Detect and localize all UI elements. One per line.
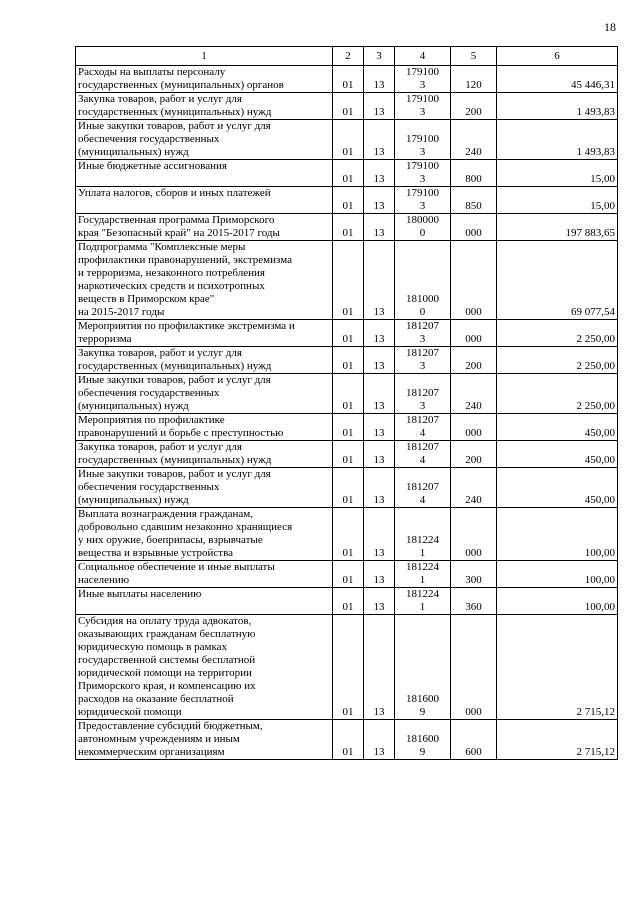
table-row: [76, 414, 618, 441]
row-amount: 2 715,12: [497, 720, 618, 760]
row-name: Иные закупки товаров, работ и услуг для обеспечения государственных (муниципальных) нужд: [76, 120, 333, 160]
row-section: 01: [333, 241, 364, 320]
row-name: Закупка товаров, работ и услуг для государственных (муниципальных) нужд: [76, 441, 333, 468]
row-expense-type: 200: [451, 441, 497, 468]
row-subsection: 13: [364, 241, 395, 320]
row-name: Закупка товаров, работ и услуг для государственных (муниципальных) нужд: [76, 347, 333, 374]
row-expense-type: 300: [451, 561, 497, 588]
row-amount: 2 250,00: [497, 347, 618, 374]
row-expense-type: 800: [451, 160, 497, 187]
row-target-code: 181000 0: [395, 241, 451, 320]
row-target-code: 181224 1: [395, 561, 451, 588]
row-amount: 1 493,83: [497, 120, 618, 160]
row-amount: 45 446,31: [497, 66, 618, 93]
row-subsection: 13: [364, 160, 395, 187]
row-section: 01: [333, 468, 364, 508]
row-name: Уплата налогов, сборов и иных платежей: [76, 187, 333, 214]
row-target-code: 181207 4: [395, 414, 451, 441]
row-name: Иные бюджетные ассигнования: [76, 160, 333, 187]
row-expense-type: 240: [451, 120, 497, 160]
row-subsection: 13: [364, 214, 395, 241]
row-section: 01: [333, 508, 364, 561]
header-col-1: 1: [76, 47, 333, 66]
row-subsection: 13: [364, 441, 395, 468]
row-subsection: 13: [364, 187, 395, 214]
row-target-code: 181207 3: [395, 347, 451, 374]
row-subsection: 13: [364, 615, 395, 720]
row-amount: 450,00: [497, 414, 618, 441]
row-amount: 450,00: [497, 441, 618, 468]
row-section: 01: [333, 561, 364, 588]
row-section: 01: [333, 160, 364, 187]
header-col-5: 5: [451, 47, 497, 66]
row-subsection: 13: [364, 720, 395, 760]
row-section: 01: [333, 347, 364, 374]
row-name: Закупка товаров, работ и услуг для государственных (муниципальных) нужд: [76, 93, 333, 120]
row-amount: 100,00: [497, 588, 618, 615]
row-expense-type: 850: [451, 187, 497, 214]
row-target-code: 181207 3: [395, 374, 451, 414]
row-section: 01: [333, 187, 364, 214]
row-expense-type: 000: [451, 320, 497, 347]
row-subsection: 13: [364, 93, 395, 120]
header-col-4: 4: [395, 47, 451, 66]
table-row: [76, 720, 618, 760]
row-section: 01: [333, 120, 364, 160]
table-row: [76, 120, 618, 160]
row-name: Субсидия на оплату труда адвокатов, оказывающих гражданам бесплатную юридическую помощь в рамках государственной системы бесплатной юридической помощи на территории Приморского края, и компенсацию их расходов на оказание бесплатной юридической помощи: [76, 615, 333, 720]
budget-table: [75, 46, 618, 760]
row-section: 01: [333, 720, 364, 760]
row-section: 01: [333, 615, 364, 720]
row-name: Мероприятия по профилактике правонарушений и борьбе с преступностью: [76, 414, 333, 441]
row-subsection: 13: [364, 320, 395, 347]
row-amount: 2 250,00: [497, 320, 618, 347]
row-subsection: 13: [364, 66, 395, 93]
row-name: Подпрограмма "Комплексные меры профилактики правонарушений, экстремизма и терроризма, незаконного потребления наркотических средств и психотропных веществ в Приморском крае" на 2015-2017 годы: [76, 241, 333, 320]
row-expense-type: 360: [451, 588, 497, 615]
row-subsection: 13: [364, 468, 395, 508]
row-amount: 15,00: [497, 187, 618, 214]
row-amount: 100,00: [497, 561, 618, 588]
table-row: [76, 561, 618, 588]
row-name: Социальное обеспечение и иные выплаты населению: [76, 561, 333, 588]
row-subsection: 13: [364, 347, 395, 374]
row-name: Иные закупки товаров, работ и услуг для обеспечения государственных (муниципальных) нужд: [76, 468, 333, 508]
row-amount: 2 715,12: [497, 615, 618, 720]
row-section: 01: [333, 214, 364, 241]
row-target-code: 181207 3: [395, 320, 451, 347]
row-target-code: 181224 1: [395, 588, 451, 615]
table-row: [76, 187, 618, 214]
row-target-code: 181224 1: [395, 508, 451, 561]
row-section: 01: [333, 320, 364, 347]
table-row: [76, 347, 618, 374]
row-name: Иные выплаты населению: [76, 588, 333, 615]
header-col-6: 6: [497, 47, 618, 66]
row-expense-type: 240: [451, 374, 497, 414]
row-section: 01: [333, 588, 364, 615]
table-header-row: [76, 47, 618, 66]
row-expense-type: 120: [451, 66, 497, 93]
row-expense-type: 000: [451, 414, 497, 441]
row-name: Иные закупки товаров, работ и услуг для обеспечения государственных (муниципальных) нужд: [76, 374, 333, 414]
row-expense-type: 200: [451, 347, 497, 374]
table-row: [76, 374, 618, 414]
row-section: 01: [333, 66, 364, 93]
row-name: Предоставление субсидий бюджетным, автономным учреждениям и иным некоммерческим организациям: [76, 720, 333, 760]
row-section: 01: [333, 374, 364, 414]
row-subsection: 13: [364, 120, 395, 160]
header-col-3: 3: [364, 47, 395, 66]
table-row: [76, 320, 618, 347]
row-expense-type: 200: [451, 93, 497, 120]
row-name: Выплата вознаграждения гражданам, добровольно сдавшим незаконно хранящиеся у них оружие, боеприпасы, взрывчатые вещества и взрывные устройства: [76, 508, 333, 561]
row-subsection: 13: [364, 414, 395, 441]
row-target-code: 179100 3: [395, 120, 451, 160]
row-target-code: 181207 4: [395, 468, 451, 508]
row-amount: 69 077,54: [497, 241, 618, 320]
row-section: 01: [333, 93, 364, 120]
row-target-code: 180000 0: [395, 214, 451, 241]
row-expense-type: 000: [451, 615, 497, 720]
table-row: [76, 93, 618, 120]
table-row: [76, 66, 618, 93]
table-row: [76, 160, 618, 187]
row-amount: 100,00: [497, 508, 618, 561]
row-target-code: 181600 9: [395, 720, 451, 760]
table-row: [76, 508, 618, 561]
row-target-code: 179100 3: [395, 187, 451, 214]
row-amount: 197 883,65: [497, 214, 618, 241]
row-subsection: 13: [364, 374, 395, 414]
row-expense-type: 000: [451, 241, 497, 320]
row-name: Государственная программа Приморского края "Безопасный край" на 2015-2017 годы: [76, 214, 333, 241]
row-expense-type: 240: [451, 468, 497, 508]
page-number: 18: [604, 20, 616, 34]
row-target-code: 179100 3: [395, 160, 451, 187]
row-amount: 1 493,83: [497, 93, 618, 120]
row-target-code: 179100 3: [395, 93, 451, 120]
row-amount: 15,00: [497, 160, 618, 187]
row-expense-type: 000: [451, 508, 497, 561]
row-amount: 2 250,00: [497, 374, 618, 414]
row-target-code: 181207 4: [395, 441, 451, 468]
table-row: [76, 441, 618, 468]
row-section: 01: [333, 414, 364, 441]
table-row: [76, 214, 618, 241]
row-expense-type: 000: [451, 214, 497, 241]
table-row: [76, 241, 618, 320]
header-col-2: 2: [333, 47, 364, 66]
row-target-code: 179100 3: [395, 66, 451, 93]
table-row: [76, 615, 618, 720]
table-row: [76, 588, 618, 615]
row-amount: 450,00: [497, 468, 618, 508]
row-subsection: 13: [364, 588, 395, 615]
row-name: Расходы на выплаты персоналу государственных (муниципальных) органов: [76, 66, 333, 93]
table-row: [76, 468, 618, 508]
row-expense-type: 600: [451, 720, 497, 760]
row-name: Мероприятия по профилактике экстремизма и терроризма: [76, 320, 333, 347]
row-subsection: 13: [364, 561, 395, 588]
row-section: 01: [333, 441, 364, 468]
row-target-code: 181600 9: [395, 615, 451, 720]
row-subsection: 13: [364, 508, 395, 561]
